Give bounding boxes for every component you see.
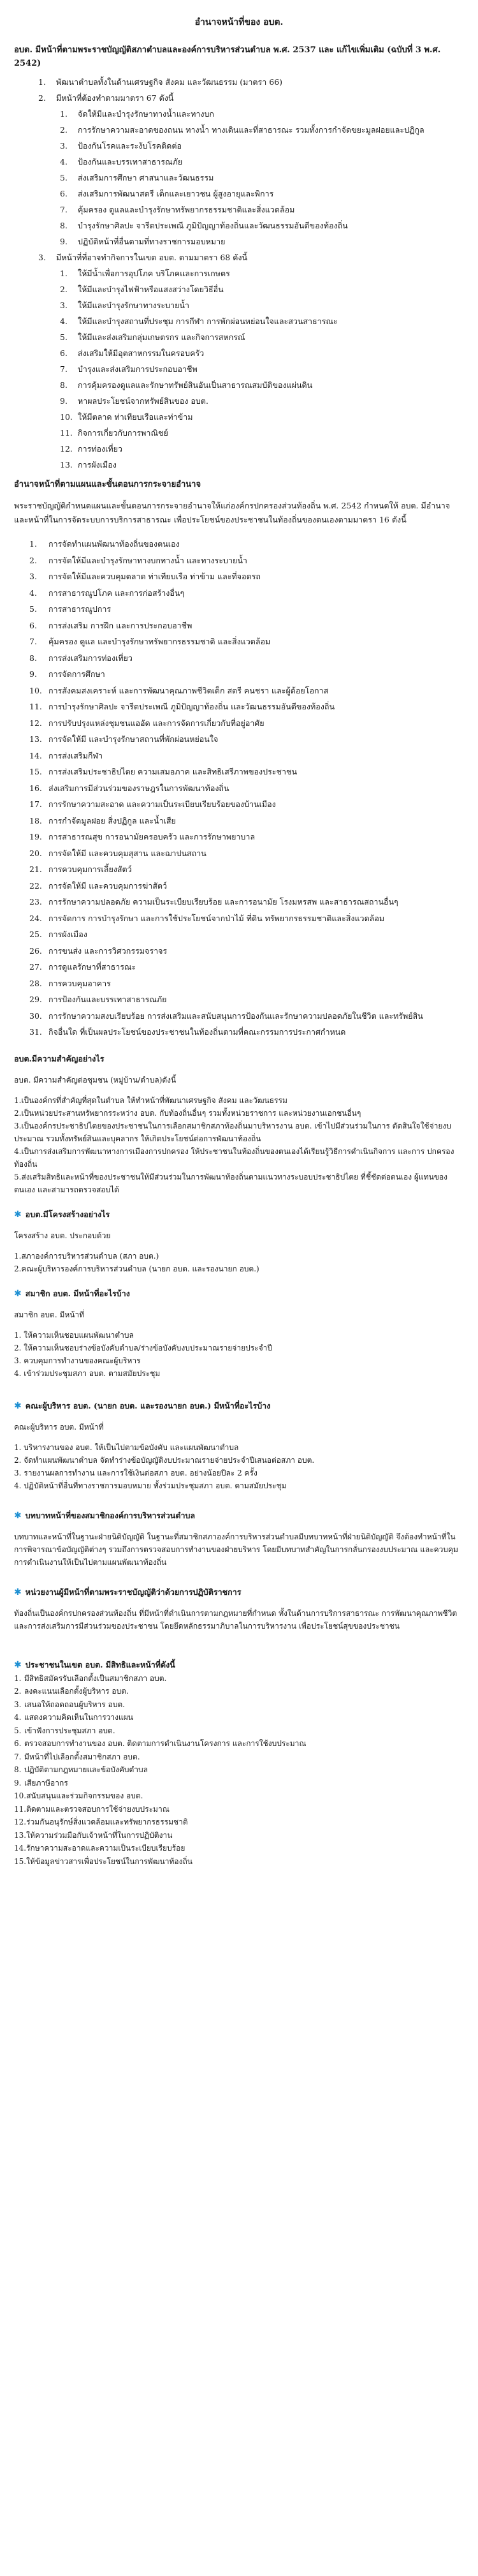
list-item [14,1672,464,1685]
list-item-number: 15. [29,767,42,776]
list-item-text: ให้ข้อมูลข่าวสารเพื่อประโยชน์ในการพัฒนาท้องถิ่น [26,1856,192,1866]
section-text: ท้องถิ่นเป็นองค์กรปกครองส่วนท้องถิ่น ที่มีหน้าที่ดำเนินการตามกฎหมายที่กำหนด ทั้งในด้านการบริการสาธารณะ การพัฒนาคุณภาพชีวิต และการส่งเสริมการมีส่วนร่วมของประชาชน โดยยึดหลักธรรมาภิบาลในการบริหารงาน เพื่อประโยชน์สุขของประชาชน [14,1608,458,1631]
list-item-text: ส่งเสริมการศึกษา ศาสนาและวัฒนธรรม [78,173,214,182]
list-item-text: การท่องเที่ยว [78,444,123,454]
list-item-text: ส่งเสริมให้มีอุตสาหกรรมในครอบครัว [78,348,205,358]
list-item [60,170,464,186]
list-item-text: การบำรุงรักษาศิลปะ จารีตประเพณี ภูมิปัญญาท้องถิ่น และวัฒนธรรมอันดีของท้องถิ่น [48,702,335,711]
section-lead: อบต. มีความสำคัญต่อชุมชน (หมู่บ้าน/ตำบล)ดังนี้ [14,1075,177,1084]
list-item [60,138,464,154]
list-item [29,959,464,975]
list-item-text: คุ้มครอง ดูแลและบำรุงรักษาทรัพยากรธรรมชาติและสิ่งแวดล้อม [78,205,295,214]
list-item [29,943,464,959]
list-item [29,845,464,862]
list-item-text: ป้องกันและบรรเทาสาธารณภัย [78,157,183,167]
list-item-number: 1. [14,1673,22,1683]
list-item [14,1737,464,1751]
section-heading: อบต.มีความสำคัญอย่างไร [14,1053,105,1063]
list-item-text: รักษาความสะอาดและความเป็นระเบียบเรียบร้อย [26,1844,185,1853]
list-item-text: พัฒนาตำบลทั้งในด้านเศรษฐกิจ สังคม และวัฒนธรรม (มาตรา 66) [56,77,283,87]
list-item [29,748,464,764]
list-item-number: 9. [14,1778,22,1788]
section-heading: ✱ อบต.มีโครงสร้างอย่างไร [14,1209,110,1220]
list-item-text: การสาธารณูปการ [48,604,112,614]
list-item [14,1724,464,1738]
list-item-text: การจัดให้มี และบำรุงรักษาสถานที่พักผ่อนหย่อนใจ [48,734,219,744]
duties-item3 [14,249,464,265]
list-item-number: 1. [60,269,68,278]
list-item [14,1698,464,1712]
list-item-number: 4. [60,157,68,167]
list-item-number: 3. [29,572,37,581]
list-item [60,218,464,233]
executive-duties-list [14,1441,464,1492]
section-member-roles [14,1509,464,1569]
list-item-number: 5. [29,604,37,614]
list-item [60,377,464,393]
list-item-number: 20. [29,848,42,858]
list-item [29,601,464,618]
list-item-number: 6. [60,348,68,358]
list-item: 4. ปฏิบัติหน้าที่อื่นที่ทางราชการมอบหมาย ทั้งร่วมประชุมสภา อบต. ตามสมัยประชุม [14,1481,287,1490]
list-item-text: ให้มีและบำรุงสถานที่ประชุม การกีฬา การพักผ่อนหย่อนใจและสวนสาธารณะ [78,316,338,326]
star-icon: ✱ [14,1659,22,1670]
list-item-text: การจัดการ การบำรุงรักษา และการใช้ประโยชน์จากป่าไม้ ที่ดิน ทรัพยากรธรรมชาติและสิ่งแวดล้อม [48,913,385,923]
list-item-text: มีสิทธิสมัครรับเลือกตั้งเป็นสมาชิกสภา อบต. [24,1673,167,1683]
list-item-text: หาผลประโยชน์จากทรัพย์สินของ อบต. [78,396,208,406]
list-item-number: 12. [29,718,42,728]
list-item-number: 29. [29,995,42,1004]
section-heading: อบต. มีหน้าที่ตามพระราชบัญญัติสภาตำบลและองค์การบริหารส่วนตำบล พ.ศ. 2537 และ แก้ไขเพิ่มเติม (ฉบับที่ 3 พ.ศ. 2542) [14,45,441,68]
public-services-list [14,536,464,1040]
list-item [14,1777,464,1790]
list-item-text: ให้มีและบำรุงรักษาทางระบายน้ำ [78,300,189,310]
list-item-text: เข้าฟังการประชุมสภา อบต. [24,1726,115,1735]
list-item [60,154,464,170]
list-item-text: กิจอื่นใด ที่เป็นผลประโยชน์ของประชาชนในท้องถิ่นตามที่คณะกรรมการประกาศกำหนด [48,1027,346,1037]
list-item-number: 25. [29,929,42,939]
list-item-text: ปฏิบัติตามกฎหมายและข้อบังคับตำบล [24,1765,148,1774]
list-item-number: 15. [14,1856,27,1866]
list-item-text: ให้มีและบำรุงไฟฟ้าหรือแสงสว่างโดยวิธีอื่น [78,285,224,294]
list-item-text: การสังคมสงเคราะห์ และการพัฒนาคุณภาพชีวิตเด็ก สตรี คนชรา และผู้ด้อยโอกาส [48,685,329,695]
list-item [29,764,464,780]
list-item-text: ให้มีและส่งเสริมกลุ่มเกษตรกร และกิจการสหกรณ์ [78,332,245,342]
list-item: 5.ส่งเสริมสิทธิและหน้าที่ของประชาชนให้มีส่วนร่วมในการพัฒนาท้องถิ่นตามแนวทางระบอบประชาธิปไตย ที่ชี้ชัดต่อตนเอง ผู้แทนของตนเอง และสามารถตรวจสอบได้ [14,1172,448,1194]
list-item: 1.เป็นองค์กรที่สำคัญที่สุดในตำบล ให้ทำหน้าที่พัฒนาเศรษฐกิจ สังคม และวัฒนธรรม [14,1095,287,1105]
list-item-text: ป้องกันโรคและระงับโรคติดต่อ [78,141,182,151]
list-item-text: มีหน้าที่ไปเลือกตั้งสมาชิกสภา อบต. [24,1752,140,1761]
list-item-number: 7. [14,1752,22,1761]
list-item [29,650,464,667]
list-item-text: บำรุงรักษาศิลปะ จารีตประเพณี ภูมิปัญญาท้องถิ่นและวัฒนธรรมอันดีของท้องถิ่น [78,221,348,230]
list-item-number: 28. [29,978,42,988]
list-item-number: 5. [60,173,68,182]
list-item-number: 13. [14,1830,27,1840]
list-item-number: 3. [60,300,68,310]
list-item [14,1685,464,1698]
list-item [38,90,464,106]
list-item-number: 1. [38,77,46,87]
list-item: 3. ควบคุมการทำงานของคณะผู้บริหาร [14,1356,141,1365]
list-item-text: ให้ความร่วมมือกับเจ้าหน้าที่ในการปฏิบัติงาน [26,1830,173,1840]
list-item: 3. มีหน้าที่ที่อาจทำกิจการในเขต อบต. ตามมาตรา 68 ดังนี้ [38,253,247,262]
list-item-number: 9. [60,396,68,406]
list-item [60,202,464,218]
list-item-number: 11. [29,702,42,711]
list-item-number: 6. [60,189,68,198]
list-item-text: ร่วมกันอนุรักษ์สิ่งแวดล้อมและทรัพยากรธรรมชาติ [26,1817,188,1826]
list-item-text: การส่งเสริมกีฬา [48,750,103,760]
list-item-number: 3. [14,1699,22,1709]
list-item-number: 18. [29,815,42,825]
member-duties-list [14,1329,464,1380]
list-item [60,106,464,122]
list-item [29,731,464,748]
list-item [29,926,464,943]
star-icon: ✱ [14,1288,22,1299]
list-item-text: บำรุงและส่งเสริมการประกอบอาชีพ [78,364,198,374]
list-item-text: จัดให้มีและบำรุงรักษาทางน้ำและทางบก [78,109,214,119]
list-item-number: 1. [29,539,37,549]
list-item [14,1789,464,1803]
list-item-number: 2. [60,285,68,294]
list-item-number: 8. [60,380,68,390]
list-item-number: 2. [38,93,46,103]
section-member-duties [14,1287,464,1380]
list-item-text: การรักษาความสะอาดของถนน ทางน้ำ ทางเดินและที่สาธารณะ รวมทั้งการกำจัดขยะมูลฝอยและปฏิกูล [78,125,424,135]
list-item [60,361,464,377]
list-item-text: เสนอให้ถอดถอนผู้บริหาร อบต. [24,1699,125,1709]
list-item [60,122,464,138]
list-item-text: การป้องกันและบรรเทาสาธารณภัย [48,995,167,1004]
list-item-number: 2. [29,555,37,565]
list-item-number: 12. [14,1817,27,1826]
list-item-number: 10. [29,685,42,695]
list-item-number: 5. [14,1726,22,1735]
star-icon: ✱ [14,1209,22,1220]
section-lead: คณะผู้บริหาร อบต. มีหน้าที่ [14,1422,104,1432]
list-item-number: 24. [29,913,42,923]
list-item-number: 13. [29,734,42,744]
list-item [14,1751,464,1764]
list-item [29,796,464,813]
list-item [60,393,464,409]
list-item-text: การจัดให้มี และควบคุมการฆ่าสัตว์ [48,880,168,891]
list-item-text: การรักษาความสะอาด และความเป็นระเบียบเรียบร้อยของบ้านเมือง [48,799,276,809]
list-item-number: 7. [29,637,37,646]
list-item: 2. ให้ความเห็นชอบร่างข้อบังคับตำบล/ร่างข้อบังคับงบประมาณรายจ่ายประจำปี [14,1343,272,1352]
list-item-number: 30. [29,1010,42,1021]
section-lead: สมาชิก อบต. มีหน้าที่ [14,1310,85,1319]
list-item-number: 3. [60,141,68,151]
list-item-number: 16. [29,783,42,793]
list-item [29,568,464,585]
list-item-text: การผังเมือง [78,460,117,470]
list-item [14,1842,464,1855]
list-item [29,585,464,602]
section-heading: ✱ คณะผู้บริหาร อบต. (นายก อบต. และรองนายก อบต.) มีหน้าที่อะไรบ้าง [14,1400,271,1411]
list-item-number: 17. [29,799,42,809]
list-item-number: 7. [60,364,68,374]
list-item [60,457,464,473]
list-item: 3. รายงานผลการทำงาน และการใช้เงินต่อสภา อบต. อย่างน้อยปีละ 2 ครั้ง [14,1468,257,1477]
list-item [38,74,464,90]
list-item-text: ปฏิบัติหน้าที่อื่นตามที่ทางราชการมอบหมาย [78,237,226,246]
list-item [60,265,464,281]
citizen-rights-list [14,1672,464,1869]
list-item: 4.เป็นการส่งเสริมการพัฒนาทางการเมืองการปกครอง ให้ประชาชนในท้องถิ่นของตนเองได้เรียนรู้วิธีการดำเนินกิจการ และการ ปกครองท้องถิ่น [14,1146,454,1169]
duties-67-list [14,106,464,249]
list-item-number: 19. [29,832,42,841]
list-item [60,186,464,202]
list-item [29,861,464,878]
section-heading: ✱ ประชาชนในเขต อบต. มีสิทธิและหน้าที่ดังนี้ [14,1659,175,1670]
section-text: บทบาทและหน้าที่ในฐานะฝ่ายนิติบัญญัติ ในฐานะที่สมาชิกสภาองค์การบริหารส่วนตำบลมีบทบาทหน้าที่ฝ่ายนิติบัญญัติ จึงต้องทำหน้าที่ในการพิจารณาข้อบัญญัติต่างๆ รวมถึงการตรวจสอบการทำงานของฝ่ายบริหาร โดยมีบทบาทสำคัญในการกลั่นกรองงบประมาณ และควบคุมการดำเนินงานให้เป็นไปตามแผนพัฒนาท้องถิ่น [14,1532,458,1567]
section-heading: ✱ สมาชิก อบต. มีหน้าที่อะไรบ้าง [14,1288,130,1299]
list-item [29,552,464,569]
list-item-number: 2. [14,1687,22,1696]
list-item-text: การดูแลรักษาที่สาธารณะ [48,962,136,972]
list-item-text: การจัดให้มี และควบคุมสุสาน และฌาปนสถาน [48,848,206,858]
section-heading: ✱ บทบาทหน้าที่ของสมาชิกองค์การบริหารส่วนตำบล [14,1510,196,1521]
list-item [29,829,464,845]
importance-list [14,1094,464,1196]
list-item-text: ติดตามและตรวจสอบการใช้จ่ายงบประมาณ [26,1804,170,1814]
list-item: 2.เป็นหน่วยประสานทรัพยากรระหว่าง อบต. กับท้องถิ่นอื่นๆ รวมทั้งหน่วยราชการ และหน่วยงานเอกชนอื่นๆ [14,1108,361,1118]
list-item [29,633,464,650]
list-item-number: 12. [60,444,73,454]
list-item-text: การสาธารณูปโภค และการก่อสร้างอื่นๆ [48,588,185,598]
list-item-number: 5. [60,332,68,342]
list-item-text: การสาธารณสุข การอนามัยครอบครัว และการรักษาพยาบาล [48,832,256,841]
list-item-text: การจัดให้มีและบำรุงรักษาทางบกทางน้ำ และทางระบายน้ำ [48,555,247,565]
list-item [60,441,464,457]
list-item [29,699,464,715]
list-item-text: ลงคะแนนเลือกตั้งผู้บริหาร อบต. [24,1687,129,1696]
list-item-text: การจัดการศึกษา [48,669,105,679]
list-item-number: 6. [29,620,37,630]
list-item-number: 13. [60,460,73,470]
structure-list [14,1250,464,1275]
list-item-number: 9. [60,237,68,246]
section-duties-act [14,43,464,473]
list-item-text: การขนส่ง และการวิศวกรรมจราจร [48,945,168,956]
section-heading: ✱ หน่วยงานผู้มีหน้าที่ตามพระราชบัญญัติว่าด้วยการปฏิบัติราชการ [14,1587,242,1597]
list-item-number: 2. [60,125,68,135]
section-intro: พระราชบัญญัติกำหนดแผนและขั้นตอนการกระจายอำนาจให้แก่องค์กรปกครองส่วนท้องถิ่น พ.ศ. 2542 กำหนดให้ อบต. มีอำนาจและหน้าที่ในการจัดระบบการบริการสาธารณะ เพื่อประโยชน์ของประชาชนในท้องถิ่นของตนเองตามมาตรา 16 ดังนี้ [14,501,451,524]
list-item: 4. เข้าร่วมประชุมสภา อบต. ตามสมัยประชุม [14,1368,161,1378]
star-icon: ✱ [14,1510,22,1521]
list-item-text: ส่งเสริมการมีส่วนร่วมของราษฎรในการพัฒนาท้องถิ่น [48,783,229,793]
list-item [60,233,464,249]
list-item-text: การจัดให้มีและควบคุมตลาด ท่าเทียบเรือ ท่าข้าม และที่จอดรถ [48,572,261,581]
list-item: 1.สภาองค์การบริหารส่วนตำบล (สภา อบต.) [14,1251,159,1261]
list-item-number: 21. [29,864,42,874]
list-item-text: การผังเมือง [48,929,87,939]
list-item-text: การปรับปรุงแหล่งชุมชนแออัด และการจัดการเกี่ยวกับที่อยู่อาศัย [48,718,264,728]
list-item-number: 10. [60,412,73,422]
list-item-number: 26. [29,945,42,956]
star-icon: ✱ [14,1400,22,1411]
list-item-text: การควบคุมอาคาร [48,978,111,988]
list-item: 1. ให้ความเห็นชอบแผนพัฒนาตำบล [14,1330,134,1340]
list-item [29,991,464,1008]
list-item-text: สนับสนุนและร่วมกิจกรรมของ อบต. [26,1791,143,1800]
list-item [29,910,464,927]
list-item [29,536,464,552]
list-item: 3.เป็นองค์กรประชาธิปไตยของประชาชนในการเลือกสมาชิกสภาท้องถิ่นมาบริหารงาน อบต. เข้าไปมีส่วนร่วมในการ ตัดสินใจใช้จ่ายงบประมาณ รวมทั้งทรัพย์สินและบุคลากร ให้เกิดประโยชน์ต่อการพัฒนาท้องถิ่น [14,1121,451,1143]
list-item-number: 31. [29,1027,42,1037]
list-item-text: คุ้มครอง ดูแล และบำรุงรักษาทรัพยากรธรรมชาติ และสิ่งแวดล้อม [48,637,271,646]
section-structure [14,1208,464,1275]
list-item [60,281,464,297]
list-item-number: 4. [14,1713,22,1722]
list-item-text: การส่งเสริม การฝึก และการประกอบอาชีพ [48,620,192,630]
list-item [29,894,464,910]
section-decentralization [14,478,464,1040]
list-item-text: การรักษาความปลอดภัย ความเป็นระเบียบเรียบร้อย และการอนามัย โรงมหรสพ และสาธารณสถานอื่นๆ [48,897,398,907]
list-item-number: 27. [29,962,42,972]
list-item [60,313,464,329]
list-item: 2. จัดทำแผนพัฒนาตำบล จัดทำร่างข้อบัญญัติงบประมาณรายจ่ายประจำปีเสนอต่อสภา อบต. [14,1455,315,1465]
list-item [60,345,464,361]
list-item-text: แสดงความคิดเห็นในการวางแผน [24,1713,133,1722]
list-item [14,1711,464,1724]
list-item [29,813,464,829]
list-item-text: การคุ้มครองดูแลและรักษาทรัพย์สินอันเป็นสาธารณสมบัติของแผ่นดิน [78,380,313,390]
list-item-text: ให้มีตลาด ท่าเทียบเรือและท่าข้าม [78,412,193,422]
section-importance [14,1052,464,1196]
list-item-number: 4. [29,588,37,598]
list-item-text: มีหน้าที่ต้องทำตามมาตรา 67 ดังนี้ [56,93,174,103]
section-lead: โครงสร้าง อบต. ประกอบด้วย [14,1231,111,1240]
duties-68-list [14,265,464,473]
list-item [14,1763,464,1777]
section-executive-duties [14,1399,464,1492]
list-item-number: 8. [60,221,68,230]
list-item-number: 10. [14,1791,27,1800]
list-item [14,1803,464,1816]
list-item-number: 22. [29,880,42,891]
list-item [60,425,464,441]
list-item [14,1816,464,1829]
duties-list [14,74,464,106]
section-agency [14,1585,464,1632]
section-heading: อำนาจหน้าที่ตามแผนและขั้นตอนการกระจายอำนาจ [14,480,201,489]
list-item [29,780,464,797]
star-icon: ✱ [14,1587,22,1597]
list-item: 1. บริหารงานของ อบต. ให้เป็นไปตามข้อบังคับ และแผนพัฒนาตำบล [14,1442,239,1452]
list-item-text: การควบคุมการเลี้ยงสัตว์ [48,864,132,874]
list-item [60,297,464,313]
list-item-number: 8. [14,1765,22,1774]
list-item-number: 14. [29,750,42,760]
list-item [60,329,464,345]
list-item-number: 23. [29,897,42,907]
list-item-text: การส่งเสริมประชาธิปไตย ความเสมอภาค และสิทธิเสรีภาพของประชาชน [48,767,297,776]
list-item-number: 6. [14,1739,22,1748]
list-item-number: 4. [60,316,68,326]
list-item-number: 8. [29,653,37,663]
list-item-text: ให้มีน้ำเพื่อการอุปโภค บริโภคและการเกษตร [78,269,230,278]
section-citizen-rights [14,1658,464,1869]
list-item [29,683,464,699]
list-item [29,618,464,634]
list-item [14,1829,464,1842]
list-item-text: การรักษาความสงบเรียบร้อย การส่งเสริมและสนับสนุนการป้องกันและรักษาความปลอดภัยในชีวิต และทรัพย์สิน [48,1010,423,1021]
list-item-text: ส่งเสริมการพัฒนาสตรี เด็กและเยาวชน ผู้สูงอายุและพิการ [78,189,274,198]
list-item-number: 11. [14,1804,27,1814]
list-item [29,975,464,992]
list-item-text: การจัดทำแผนพัฒนาท้องถิ่นของตนเอง [48,539,180,549]
list-item-number: 11. [60,428,73,438]
list-item [29,1008,464,1025]
list-item [29,715,464,732]
page-title: อำนาจหน้าที่ของ อบต. [194,17,284,27]
list-item-text: การส่งเสริมการท่องเที่ยว [48,653,133,663]
list-item [29,666,464,683]
list-item [29,1024,464,1040]
list-item-number: 1. [60,109,68,119]
list-item-text: กิจการเกี่ยวกับการพาณิชย์ [78,428,168,438]
list-item [29,878,464,894]
list-item-number: 14. [14,1844,27,1853]
list-item [60,409,464,425]
list-item: 2.คณะผู้บริหารองค์การบริหารส่วนตำบล (นายก อบต. และรองนายก อบต.) [14,1264,259,1273]
list-item-number: 7. [60,205,68,214]
list-item-text: เสียภาษีอากร [24,1778,68,1788]
list-item-text: การกำจัดมูลฝอย สิ่งปฏิกูล และน้ำเสีย [48,815,176,825]
list-item-number: 9. [29,669,37,679]
list-item [14,1855,464,1869]
list-item-text: ตรวจสอบการทำงานของ อบต. ติดตามการดำเนินงานโครงการ และการใช้งบประมาณ [24,1739,307,1748]
